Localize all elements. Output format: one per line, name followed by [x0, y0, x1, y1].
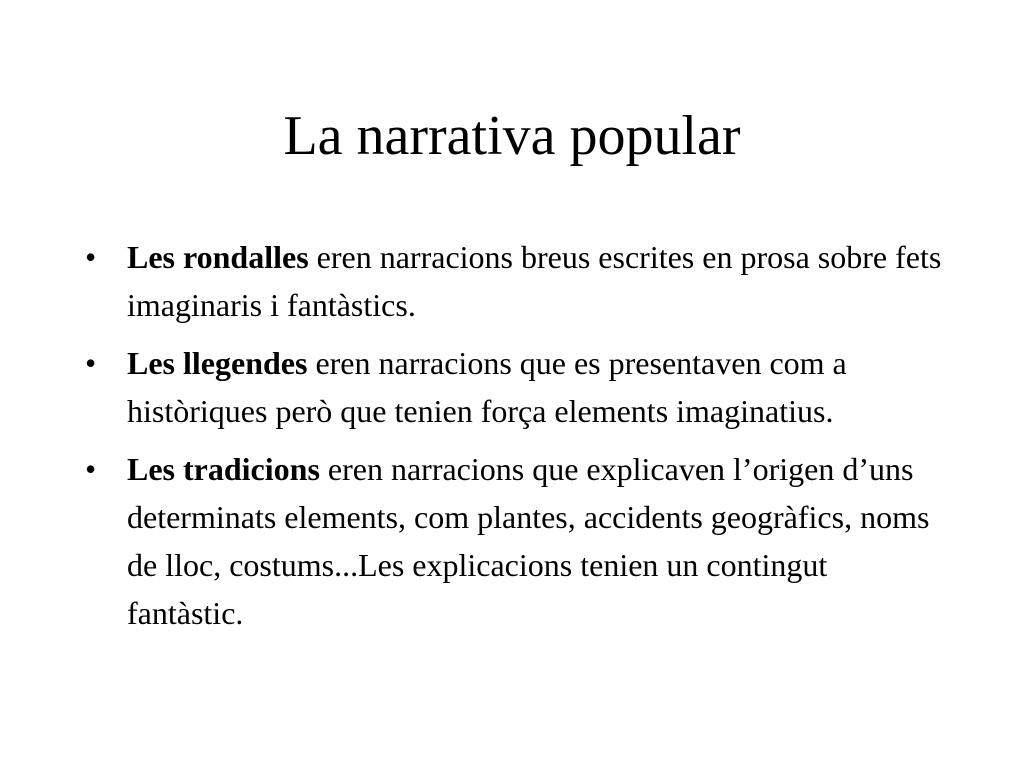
bullet-item-tradicions — [80, 445, 950, 637]
bullet-item-rondalles — [80, 233, 950, 329]
bullet-term: Les rondalles — [127, 239, 309, 275]
bullet-marker: • — [85, 239, 97, 275]
bullet-term: Les tradicions — [127, 451, 320, 487]
bullet-text: eren narracions que es presentaven com a històriques però que tenien força elements imaginatius. — [127, 345, 847, 429]
bullet-text: eren narracions breus escrites en prosa sobre fets imaginaris i fantàstics. — [127, 239, 942, 323]
bullet-text: eren narracions que explicaven l’origen d’uns determinats elements, com plantes, accidents geogràfics, noms de lloc, costums...Les explicacions tenien un contingut fantàstic. — [127, 451, 930, 631]
bullet-marker: • — [85, 345, 97, 381]
bullet-item-llegendes — [80, 339, 950, 435]
bullet-term: Les llegendes — [127, 345, 308, 381]
slide-title: La narrativa popular — [283, 105, 741, 167]
bullet-list — [80, 233, 950, 647]
bullet-marker: • — [85, 451, 97, 487]
